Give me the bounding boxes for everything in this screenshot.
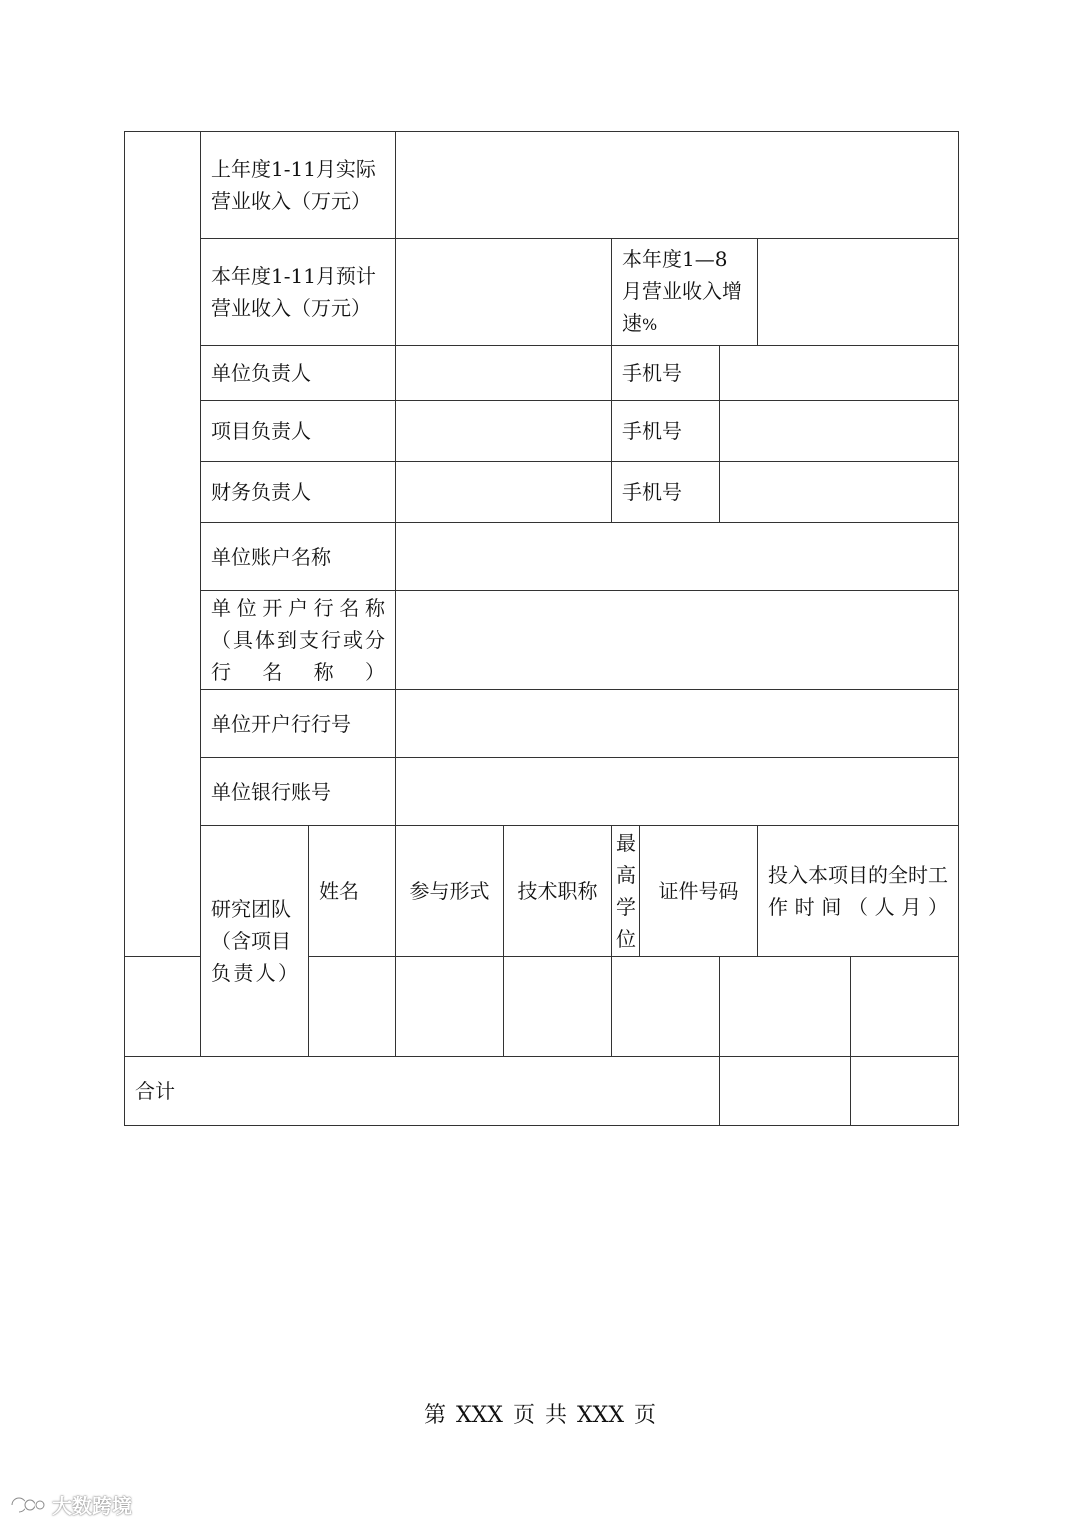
bank-code-input[interactable]: [396, 690, 959, 758]
footer-total-pages: XXX: [577, 1403, 625, 1428]
total-row: [125, 1057, 959, 1126]
left-merged-cell: [125, 132, 201, 957]
team-work-time-input[interactable]: [720, 957, 851, 1057]
prev-year-revenue-label: 上年度1-11月实际营业收入（万元）: [201, 132, 396, 239]
finance-head-mobile-label: 手机号: [612, 462, 720, 523]
bank-account-label: 单位银行账号: [201, 758, 396, 826]
team-id-number-input[interactable]: [612, 957, 720, 1057]
team-col-name: 姓名: [309, 826, 396, 957]
bank-name-label: 单位开户行名称（具体到支行或分行名称）: [201, 591, 396, 690]
unit-head-label: 单位负责人: [201, 346, 396, 401]
project-head-label: 项目负责人: [201, 401, 396, 462]
application-form-table: [124, 131, 959, 1126]
bank-account-input[interactable]: [396, 758, 959, 826]
project-head-mobile-input[interactable]: [720, 401, 959, 462]
project-head-input[interactable]: [396, 401, 612, 462]
project-head-mobile-label: 手机号: [612, 401, 720, 462]
research-team-label: 研究团队（含项目负责人）: [201, 826, 309, 1057]
account-name-input[interactable]: [396, 523, 959, 591]
this-year-revenue-row: [125, 239, 959, 346]
growth-input[interactable]: [758, 239, 959, 346]
bank-name-row: [125, 591, 959, 690]
growth-label-text: 本年度1—8月营业收入增速: [622, 247, 742, 335]
finance-head-label: 财务负责人: [201, 462, 396, 523]
team-col-id-number: 证件号码: [640, 826, 758, 957]
account-name-label: 单位账户名称: [201, 523, 396, 591]
page-number-footer: [0, 1398, 1080, 1429]
total-employer-input[interactable]: [851, 1057, 959, 1126]
project-head-row: [125, 401, 959, 462]
growth-pct-sign: %: [642, 315, 658, 334]
watermark: [8, 1490, 132, 1519]
unit-head-input[interactable]: [396, 346, 612, 401]
prev-year-revenue-input[interactable]: [396, 132, 959, 239]
unit-head-row: [125, 346, 959, 401]
team-employer-input[interactable]: [851, 957, 959, 1057]
bank-code-label: 单位开户行行号: [201, 690, 396, 758]
prev-year-revenue-row: [125, 132, 959, 239]
finance-head-mobile-input[interactable]: [720, 462, 959, 523]
total-label: 合计: [125, 1057, 720, 1126]
team-participation-input[interactable]: [309, 957, 396, 1057]
watermark-logo-icon: [8, 1494, 46, 1516]
footer-total-word: 共: [545, 1403, 568, 1428]
team-title-input[interactable]: [396, 957, 504, 1057]
growth-label: [612, 239, 758, 346]
team-col-participation: 参与形式: [396, 826, 504, 957]
watermark-text: 大数跨境: [52, 1494, 132, 1518]
bank-account-row: [125, 758, 959, 826]
account-name-row: [125, 523, 959, 591]
finance-head-input[interactable]: [396, 462, 612, 523]
team-degree-input[interactable]: [504, 957, 612, 1057]
team-col-work-time: 投入本项目的全时工作时间（人月）: [758, 826, 959, 957]
bank-name-input[interactable]: [396, 591, 959, 690]
footer-suffix: 页: [634, 1403, 657, 1428]
bank-code-row: [125, 690, 959, 758]
footer-prefix: 第: [423, 1403, 446, 1428]
unit-head-mobile-input[interactable]: [720, 346, 959, 401]
this-year-revenue-label: 本年度1-11月预计营业收入（万元）: [201, 239, 396, 346]
footer-current-page: XXX: [455, 1403, 503, 1428]
finance-head-row: [125, 462, 959, 523]
footer-middle: 页: [512, 1403, 535, 1428]
team-col-title: 技术职称: [504, 826, 612, 957]
team-header-row: [125, 826, 959, 957]
this-year-revenue-input[interactable]: [396, 239, 612, 346]
team-col-degree: 最高学位: [612, 826, 640, 957]
team-name-input[interactable]: [125, 957, 201, 1057]
total-work-time-input[interactable]: [720, 1057, 851, 1126]
unit-head-mobile-label: 手机号: [612, 346, 720, 401]
